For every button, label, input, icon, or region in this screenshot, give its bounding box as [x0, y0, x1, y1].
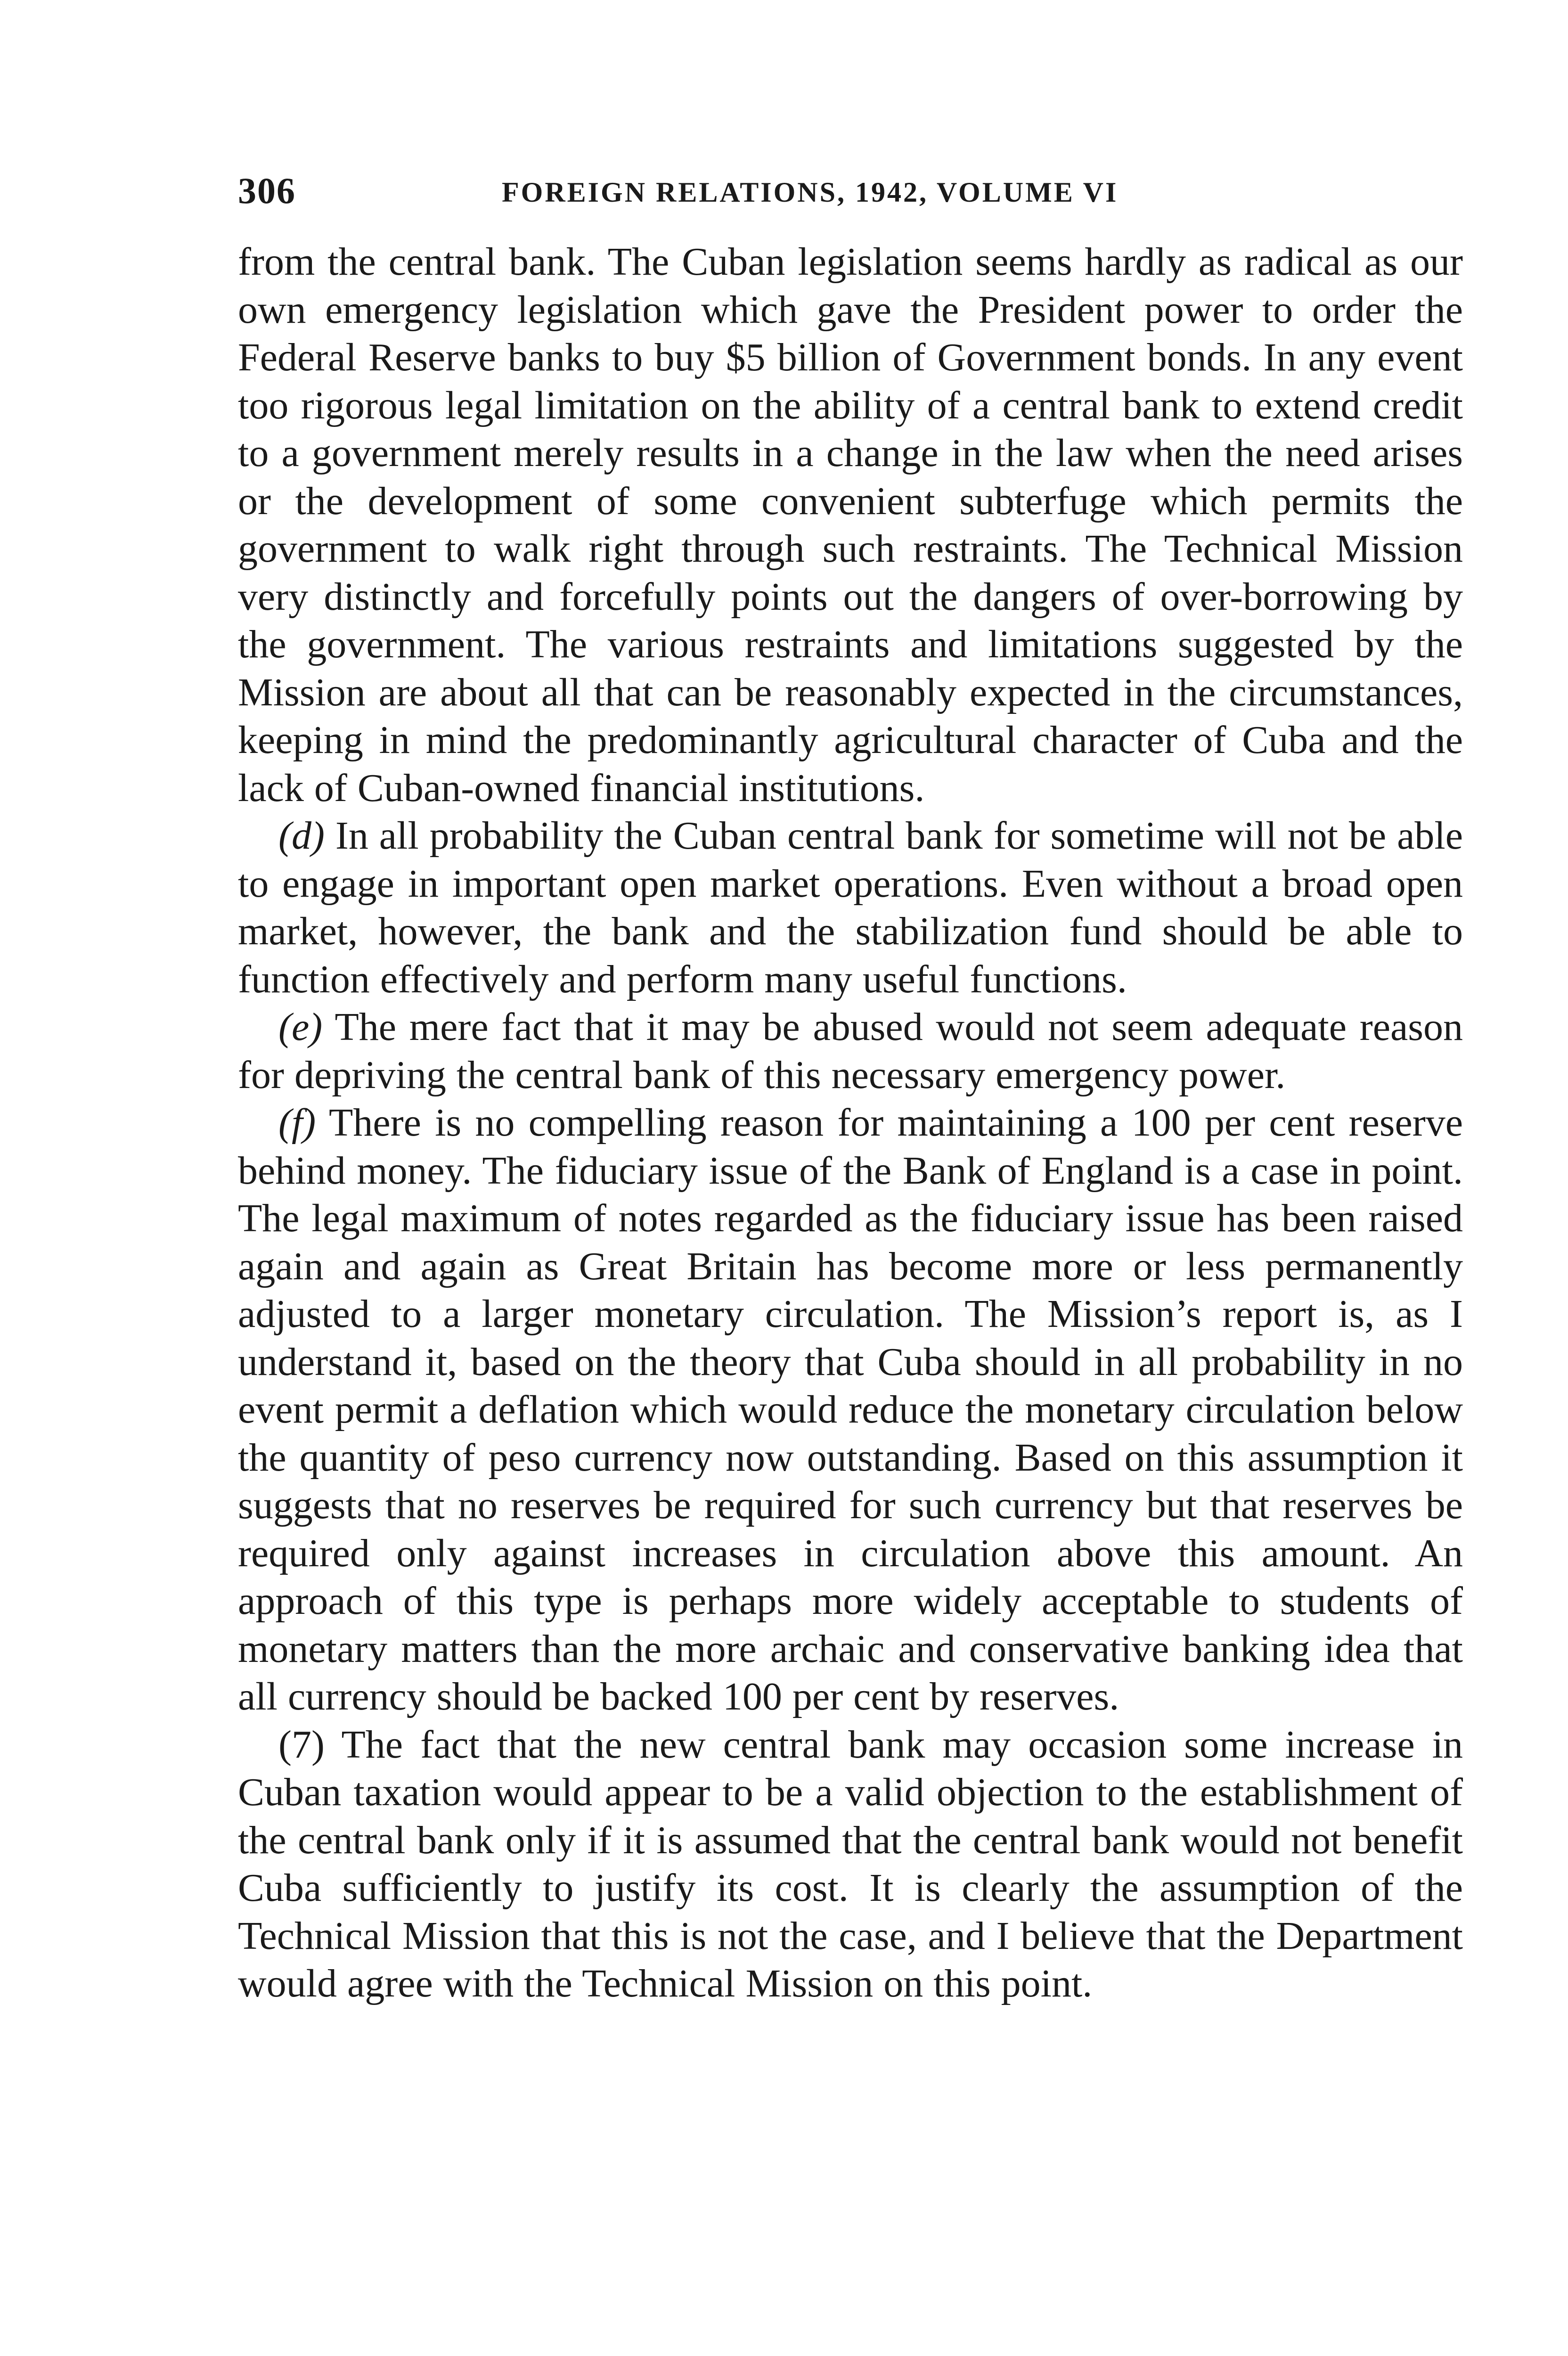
- paragraph-label-f: (f): [278, 1101, 316, 1145]
- paragraph-f: [238, 1099, 1463, 1721]
- paragraph-label-d: (d): [278, 814, 325, 858]
- paragraph-text: (7) The fact that the new central bank may occasion some increase in Cuban taxation would appear to be a valid objection to the establishment of the central bank only if it is assumed that the central bank would not benefit Cuba sufficiently to justify its cost. It is clearly the assumption of the Technical Mission that this is not the case, and I believe that the Department would agree with the Technical Mission on this point.: [238, 1722, 1463, 2005]
- paragraph-e: [238, 1003, 1463, 1099]
- paragraph-text: from the central bank. The Cuban legislation seems hardly as radical as our own emergency legislation which gave the President power to order the Federal Reserve banks to buy $5 billion of Government bonds. In any event too rigorous legal limitation on the ability of a central bank to extend credit to a government merely results in a change in the law when the need arises or the development of some convenient subterfuge which permits the government to walk right through such restraints. The Technical Mission very distinctly and forcefully points out the dangers of over-borrowing by the government. The various restraints and limitations suggested by the Mission are about all that can be reasonably expected in the circumstances, keeping in mind the predominantly agricultural character of Cuba and the lack of Cuban-owned financial institutions.: [238, 240, 1463, 810]
- paragraph-continuation: [238, 238, 1463, 812]
- paragraph-label-e: (e): [278, 1005, 323, 1049]
- paragraph-text: In all probability the Cuban central bank for sometime will not be able to engage in important open market operations. Even without a broad open market, however, the bank and the stabilization fund should be able to function effectively and perform many useful functions.: [238, 814, 1463, 1001]
- page-number: 306: [238, 170, 296, 211]
- paragraph-text: There is no compelling reason for maintaining a 100 per cent reserve behind money. The fiduciary issue of the Bank of England is a case in point. The legal maximum of notes regarded as the fiduciary issue has been raised again and again as Great Britain has become more or less permanently adjusted to a larger monetary circulation. The Mission’s report is, as I understand it, based on the theory that Cuba should in all probability in no event permit a deflation which would reduce the monetary circulation below the quantity of peso currency now outstanding. Based on this assumption it suggests that no reserves be required for such currency but that reserves be required only against increases in circulation above this amount. An approach of this type is perhaps more widely acceptable to students of monetary matters than the more archaic and conservative banking idea that all currency should be backed 100 per cent by reserves.: [238, 1101, 1463, 1718]
- paragraph-text: The mere fact that it may be abused would not seem adequate reason for depriving the central bank of this necessary emergency power.: [238, 1005, 1463, 1097]
- body-text: [238, 238, 1463, 2008]
- paragraph-7: [238, 1721, 1463, 2008]
- paragraph-d: [238, 812, 1463, 1003]
- running-title: FOREIGN RELATIONS, 1942, VOLUME VI: [502, 177, 1119, 208]
- page-header: [238, 170, 1463, 226]
